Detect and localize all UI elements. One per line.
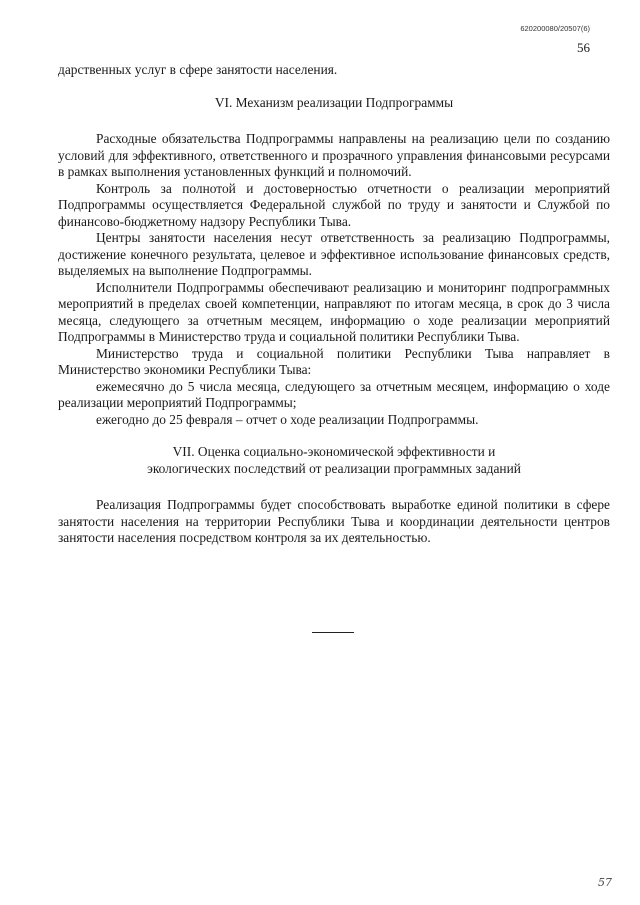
section-6-paragraph: ежемесячно до 5 числа месяца, следующего за отчетным месяцем, информацию о ходе реализации мероприятий Подпрограммы; (58, 378, 610, 410)
document-code: 620200080/20507(6) (520, 24, 590, 33)
section-6-title: VI. Механизм реализации Подпрограммы (214, 94, 454, 110)
section-7-paragraph: Реализация Подпрограммы будет способствовать выработке единой политики в сфере занятости населения на территории Республики Тыва и координации деятельности центров занятости населения посредством контроля за их деятельностью. (58, 497, 610, 545)
end-separator-line (312, 632, 354, 633)
section-6-paragraph: ежегодно до 25 февраля – отчет о ходе реализации Подпрограммы. (96, 411, 479, 427)
handwritten-page-mark: 57 (598, 876, 612, 889)
continuation-text: дарственных услуг в сфере занятости населения. (58, 62, 338, 77)
page-number: 56 (577, 40, 590, 55)
section-6-paragraph: Контроль за полнотой и достоверностью отчетности о реализации мероприятий Подпрограммы осуществляется Федеральной службой по труду и занятости и Службой по финансово-бюджетному надзору Республики Тыва. (58, 180, 610, 229)
section-6-paragraph: Исполнители Подпрограммы обеспечивают реализацию и мониторинг подпрограммных мероприятий в пределах своей компетенции, направляют по итогам месяца, в срок до 3 числа месяца, следующего за отчетным месяцем, информацию о ходе реализации мероприятий Подпрограммы в Министерство труда и социальной политики Республики Тыва. (58, 279, 610, 344)
section-7-title-line-1: VII. Оценка социально-экономической эффективности и (172, 444, 496, 459)
section-7-title-line-2: экологических последствий от реализации программных заданий (147, 460, 521, 476)
section-6-paragraph: Министерство труда и социальной политики Республики Тыва направляет в Министерство экономики Республики Тыва: (58, 345, 610, 377)
section-6-paragraph: Расходные обязательства Подпрограммы направлены на реализацию цели по созданию условий для эффективного, ответственного и прозрачного управления финансовыми ресурсами в рамках выполнения установленных функций и полномочий. (58, 131, 610, 179)
document-body (58, 62, 610, 547)
section-6-paragraph: Центры занятости населения несут ответственность за реализацию Подпрограммы, достижение конечного результата, целевое и эффективное использование финансовых средств, выделяемых на выполнение Подпрограммы. (58, 230, 610, 278)
